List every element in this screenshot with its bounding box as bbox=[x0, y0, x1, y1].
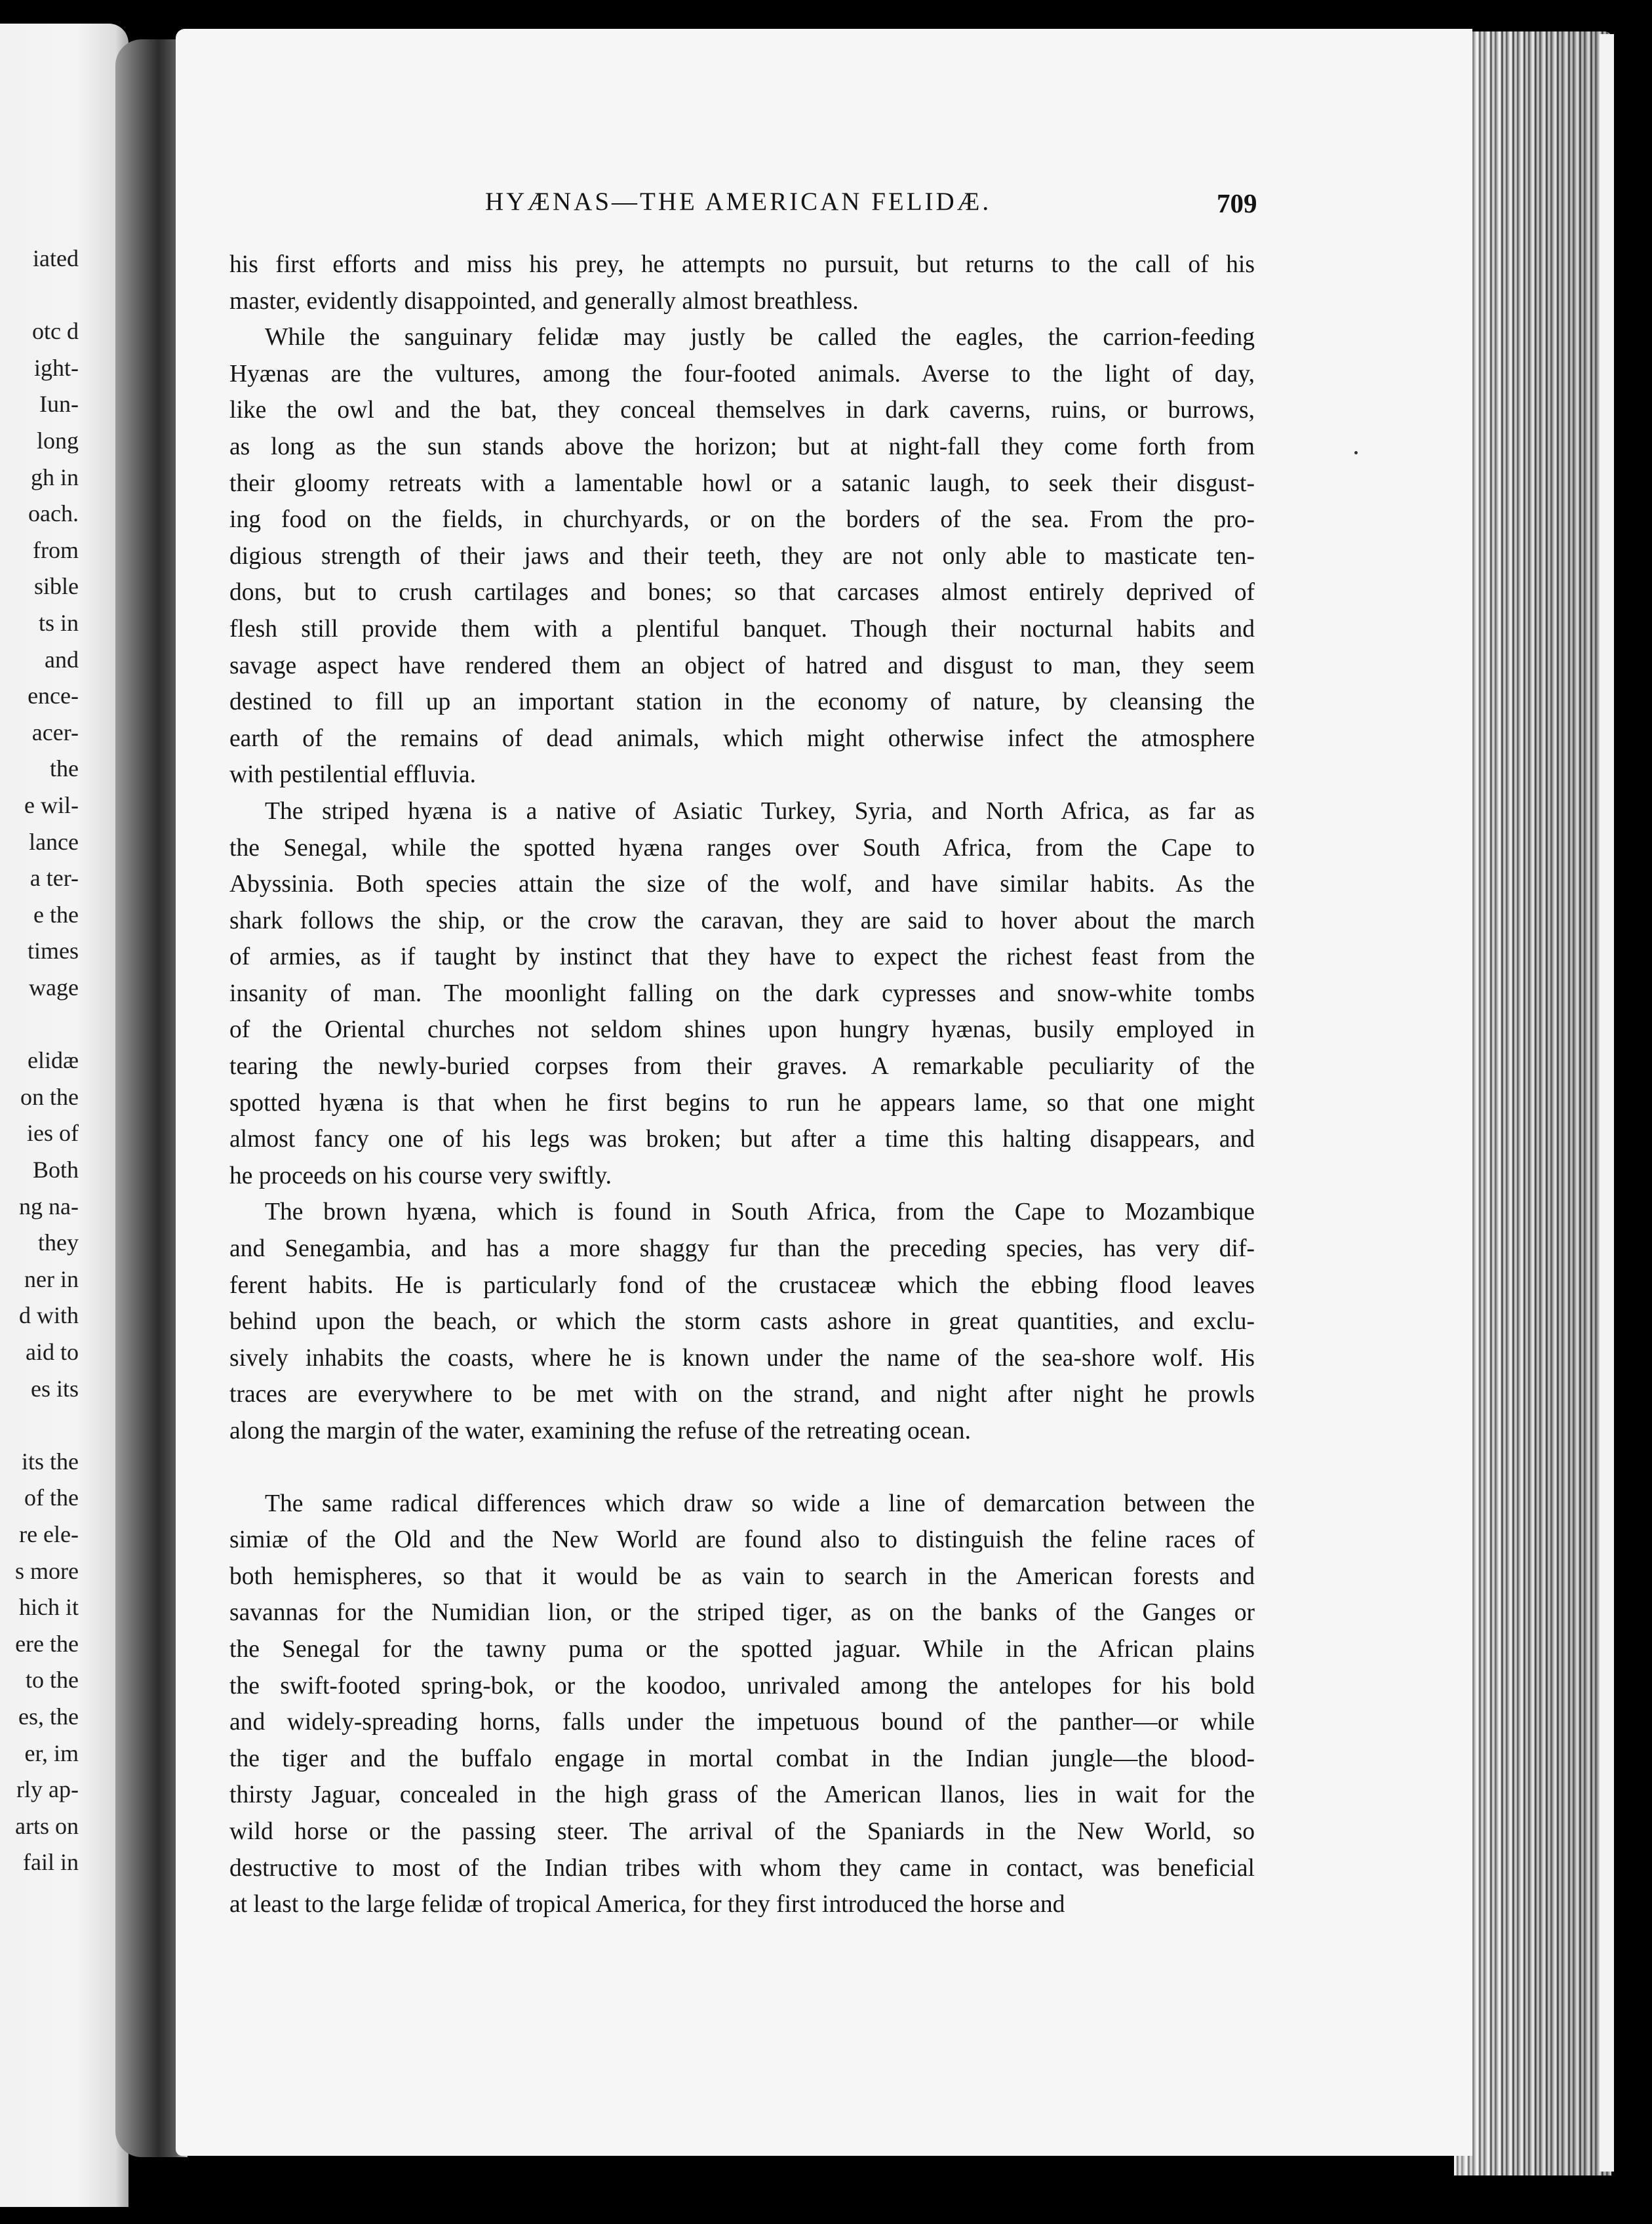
page-edges-shading bbox=[1454, 31, 1611, 2175]
left-page-fragment: arts on bbox=[15, 1812, 79, 1839]
left-page-fragment: s more bbox=[15, 1557, 79, 1584]
text-line: their gloomy retreats with a lamentable howl or a satanic laugh, to seek their disgust- bbox=[229, 469, 1255, 497]
text-line: as long as the sun stands above the horizon; but at night-fall they come forth from bbox=[229, 433, 1255, 460]
left-page-fragment: of the bbox=[24, 1484, 79, 1511]
text-line: savannas for the Numidian lion, or the striped tiger, as on the banks of the Ganges or bbox=[229, 1599, 1255, 1627]
text-line: ing food on the fields, in churchyards, or on the borders of the sea. From the pro- bbox=[229, 506, 1255, 534]
text-line: with pestilential effluvia. bbox=[229, 761, 477, 789]
text-line: master, evidently disappointed, and generally almost breathless. bbox=[229, 287, 859, 315]
left-page-fragment: lance bbox=[29, 828, 79, 855]
text-line: Abyssinia. Both species attain the size of the wolf, and have similar habits. As the bbox=[229, 871, 1255, 898]
text-line: thirsty Jaguar, concealed in the high grass of the American llanos, lies in wait for the bbox=[229, 1781, 1255, 1809]
ink-speck bbox=[1354, 451, 1358, 454]
left-page-fragment: es, the bbox=[18, 1703, 79, 1730]
paragraph bbox=[229, 247, 1255, 319]
left-page-fragment: from bbox=[33, 536, 79, 563]
text-line: along the margin of the water, examining the refuse of the retreating ocean. bbox=[229, 1418, 971, 1444]
left-page-fragment: sible bbox=[34, 573, 79, 600]
left-page-fragment: re ele- bbox=[19, 1521, 79, 1547]
text-line: at least to the large felidæ of tropical America, for they first introduced the horse and bbox=[229, 1891, 1065, 1918]
text-line: he proceeds on his course very swiftly. bbox=[229, 1162, 612, 1189]
paragraph bbox=[229, 1486, 1255, 1923]
text-line: of armies, as if taught by instinct that they have to expect the richest feast from the bbox=[229, 943, 1255, 971]
left-page-fragment: iated bbox=[33, 245, 79, 271]
left-page-fragment: e wil- bbox=[24, 792, 79, 818]
paragraph bbox=[229, 793, 1255, 1195]
left-page-fragment: and bbox=[45, 646, 79, 673]
text-line: savage aspect have rendered them an object of hatred and disgust to man, they seem bbox=[229, 652, 1255, 679]
text-line: the Senegal for the tawny puma or the spotted jaguar. While in the African plains bbox=[229, 1635, 1255, 1663]
text-line: While the sanguinary felidæ may justly be called the eagles, the carrion-feeding bbox=[265, 324, 1255, 351]
text-line: insanity of man. The moonlight falling on the dark cypresses and snow-white tombs bbox=[229, 980, 1255, 1007]
running-head: HYÆNAS—THE AMERICAN FELIDÆ. bbox=[485, 188, 992, 216]
left-page-fragment: ng na- bbox=[19, 1193, 79, 1220]
left-page-fragment: the bbox=[50, 755, 79, 782]
text-line: The brown hyæna, which is found in South Africa, from the Cape to Mozambique bbox=[265, 1199, 1255, 1226]
left-page-fragment: Both bbox=[32, 1157, 79, 1183]
left-page-fragment: on the bbox=[20, 1083, 79, 1110]
left-page-fragment: ere the bbox=[15, 1630, 79, 1657]
text-line: The same radical differences which draw so wide a line of demarcation between the bbox=[265, 1490, 1255, 1517]
text-line: dons, but to crush cartilages and bones; so that carcases almost entirely deprived of bbox=[229, 579, 1255, 606]
left-page-fragment: oach. bbox=[28, 500, 79, 527]
paragraph bbox=[229, 1194, 1255, 1449]
left-page-fragment: d with bbox=[18, 1302, 79, 1329]
text-line: the tiger and the buffalo engage in mortal combat in the Indian jungle—the blood- bbox=[229, 1745, 1255, 1772]
page-edge-outer bbox=[1600, 34, 1614, 2172]
text-line: simiæ of the Old and the New World are found also to distinguish the feline races of bbox=[229, 1526, 1255, 1554]
text-line: digious strength of their jaws and their teeth, they are not only able to masticate ten- bbox=[229, 542, 1255, 570]
text-line: earth of the remains of dead animals, which might otherwise infect the atmosphere bbox=[229, 725, 1255, 752]
text-line: spotted hyæna is that when he first begins to run he appears lame, so that one might bbox=[229, 1089, 1255, 1117]
left-page-fragment: ight- bbox=[34, 354, 79, 381]
left-page-fragment: hich it bbox=[19, 1594, 79, 1621]
left-page-fragment: otc d bbox=[32, 318, 79, 345]
left-page-fragment: ies of bbox=[27, 1120, 79, 1147]
text-line: flesh still provide them with a plentiful banquet. Though their nocturnal habits and bbox=[229, 615, 1255, 643]
left-page-fragment: es its bbox=[30, 1375, 79, 1402]
left-page-fragment: its the bbox=[22, 1448, 79, 1475]
left-page-fragment: ner in bbox=[24, 1265, 79, 1292]
left-page-fragment: elidæ bbox=[28, 1047, 79, 1074]
text-line: like the owl and the bat, they conceal themselves in dark caverns, ruins, or burrows, bbox=[229, 397, 1255, 424]
left-page-fragment: e the bbox=[33, 901, 79, 928]
text-line: and widely-spreading horns, falls under the impetuous bound of the panther—or while bbox=[229, 1709, 1255, 1736]
left-page-fragment: ence- bbox=[28, 683, 79, 709]
left-page-fragment: wage bbox=[29, 974, 79, 1001]
left-page-fragment: fail in bbox=[23, 1849, 79, 1876]
text-line: both hemispheres, so that it would be as vain to search in the American forests and bbox=[229, 1562, 1255, 1590]
text-line: destructive to most of the Indian tribes with whom they came in contact, was beneficial bbox=[229, 1854, 1255, 1882]
text-line: of the Oriental churches not seldom shines upon hungry hyænas, busily employed in bbox=[229, 1016, 1255, 1044]
left-page-fragment: er, im bbox=[24, 1739, 79, 1766]
left-page-fragment: gh in bbox=[30, 464, 79, 490]
text-line: the swift-footed spring-bok, or the koodoo, unrivaled among the antelopes for his bold bbox=[229, 1672, 1255, 1699]
text-line: wild horse or the passing steer. The arrival of the Spaniards in the New World, so bbox=[229, 1817, 1255, 1845]
left-page-fragment: to the bbox=[26, 1667, 79, 1694]
text-line: shark follows the ship, or the crow the caravan, they are said to hover about the march bbox=[229, 907, 1255, 934]
text-line: The striped hyæna is a native of Asiatic Turkey, Syria, and North Africa, as far as bbox=[265, 797, 1255, 825]
text-line: behind upon the beach, or which the storm casts ashore in great quantities, and exclu- bbox=[229, 1308, 1255, 1336]
text-line: Hyænas are the vultures, among the four-footed animals. Averse to the light of day, bbox=[229, 360, 1255, 387]
left-page-fragment: a ter- bbox=[30, 865, 79, 892]
paragraph bbox=[229, 319, 1255, 793]
text-line: ferent habits. He is particularly fond of the crustaceæ which the ebbing flood leaves bbox=[229, 1271, 1255, 1299]
left-page-fragment: long bbox=[36, 427, 79, 454]
section-break bbox=[229, 1450, 1255, 1486]
left-page-fragment: Iun- bbox=[39, 391, 79, 418]
left-page-fragment: acer- bbox=[31, 719, 79, 745]
left-page-fragment: aid to bbox=[26, 1339, 79, 1365]
text-line: tearing the newly-buried corpses from their graves. A remarkable peculiarity of the bbox=[229, 1053, 1255, 1081]
text-line: traces are everywhere to be met with on the strand, and night after night he prowls bbox=[229, 1381, 1255, 1408]
text-line: almost fancy one of his legs was broken; but after a time this halting disappears, and bbox=[229, 1126, 1255, 1153]
text-line: sively inhabits the coasts, where he is known under the name of the sea-shore wolf. His bbox=[229, 1344, 1255, 1372]
text-line: his first efforts and miss his prey, he attempts no pursuit, but returns to the call of his bbox=[229, 251, 1255, 278]
left-page-fragment: rly ap- bbox=[16, 1776, 79, 1803]
left-facing-page bbox=[0, 24, 128, 2207]
left-page-fragment: times bbox=[28, 938, 79, 964]
text-line: destined to fill up an important station in the economy of nature, by cleansing the bbox=[229, 688, 1255, 716]
page-body-text bbox=[229, 247, 1255, 1923]
text-line: the Senegal, while the spotted hyæna ranges over South Africa, from the Cape to bbox=[229, 834, 1255, 862]
text-line: and Senegambia, and has a more shaggy fur than the preceding species, has very dif- bbox=[229, 1235, 1255, 1263]
left-page-fragment: ts in bbox=[38, 610, 79, 636]
left-page-fragment: they bbox=[38, 1229, 79, 1256]
page-number: 709 bbox=[1217, 188, 1257, 218]
